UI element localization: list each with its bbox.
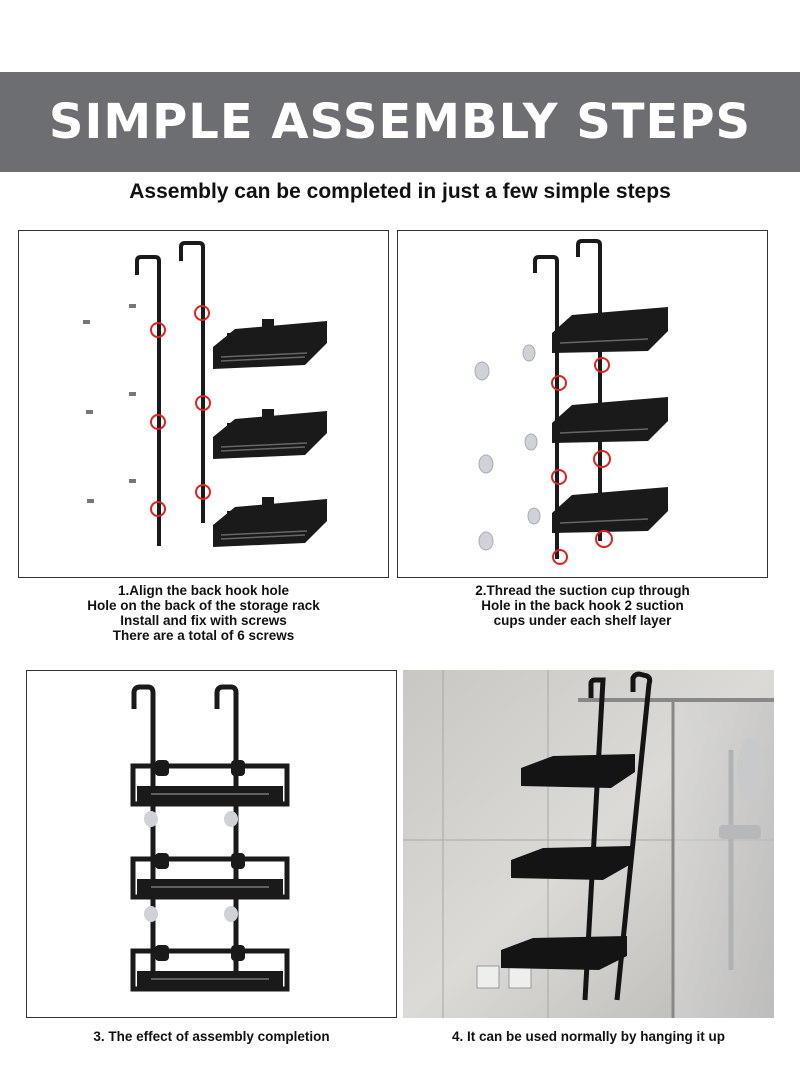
- step-2-image: [397, 230, 768, 578]
- shelves: [133, 760, 287, 989]
- step-4-photo: [403, 670, 774, 1018]
- caption-line: 1.Align the back hook hole: [117, 583, 290, 598]
- shelves: [552, 307, 668, 533]
- caption-line: Hole on the back of the storage rack: [87, 598, 320, 613]
- shelf: [213, 319, 327, 547]
- caption-line: There are a total of 6 screws: [112, 628, 295, 643]
- step-3-image: [26, 670, 397, 1018]
- back-hooks: [134, 687, 236, 989]
- suction-cups: [475, 345, 540, 550]
- caption-line: Hole in the back hook 2 suction: [481, 598, 684, 613]
- screws: [83, 304, 136, 503]
- step-2-caption: [397, 583, 768, 628]
- caption-line: 3. The effect of assembly completion: [93, 1029, 330, 1044]
- page-title: SIMPLE ASSEMBLY STEPS: [48, 94, 752, 150]
- caption-line: 4. It can be used normally by hanging it up: [451, 1029, 726, 1044]
- caption-line: 2.Thread the suction cup through: [475, 583, 690, 598]
- caption-line: Install and fix with screws: [120, 613, 287, 628]
- step-4-caption: [403, 1029, 774, 1044]
- step-3-caption: [26, 1029, 397, 1044]
- step-1-caption: [18, 583, 389, 643]
- step-1-image: [18, 230, 389, 578]
- back-hook-right: [181, 243, 203, 523]
- caption-line: cups under each shelf layer: [493, 613, 672, 628]
- page-subtitle: Assembly can be completed in just a few simple steps: [129, 180, 671, 203]
- title-banner: [0, 72, 800, 172]
